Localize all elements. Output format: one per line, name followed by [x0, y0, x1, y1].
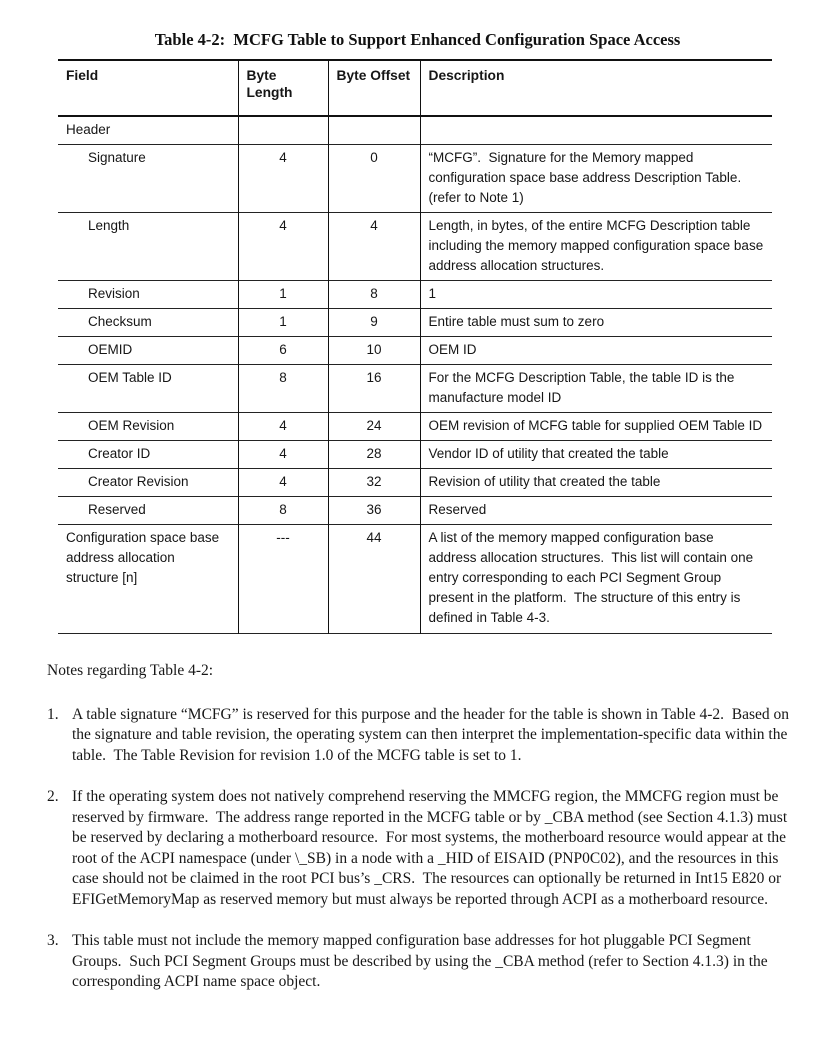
cell-description: Length, in bytes, of the entire MCFG Description table including the memory mapped configuration space base address allocation structures. [420, 213, 772, 281]
cell-byte-offset: 10 [328, 337, 420, 365]
table-row-oem-revision [58, 413, 772, 441]
note-number: 2. [47, 788, 59, 805]
cell-byte-offset [328, 116, 420, 145]
note-item-3 [47, 931, 797, 993]
table-row-creator-id [58, 441, 772, 469]
col-header-byte-length: Byte Length [238, 60, 328, 116]
cell-description: OEM revision of MCFG table for supplied OEM Table ID [420, 413, 772, 441]
note-number: 1. [47, 705, 59, 723]
cell-byte-length: 6 [238, 337, 328, 365]
table-caption: Table 4-2: MCFG Table to Support Enhanced Configuration Space Access [154, 30, 681, 49]
cell-field: Checksum [88, 314, 152, 329]
col-header-byte-offset: Byte Offset [328, 60, 420, 116]
cell-byte-length: 4 [238, 469, 328, 497]
cell-description: A list of the memory mapped configuration base address allocation structures. This list will contain one entry corresponding to each PCI Segment Group present in the platform. The structure of this entry is defined in Table 4-3. [420, 525, 772, 634]
cell-field: Creator ID [88, 446, 151, 461]
note-text: A table signature “MCFG” is reserved for this purpose and the header for the table is shown in Table 4-2. Based on the signature and table revision, the operating system can then interpret the implementation-specific data within the table. The Table Revision for revision 1.0 of the MCFG table is set to 1. [72, 705, 793, 764]
table-row-revision [58, 281, 772, 309]
cell-field: Reserved [88, 502, 146, 517]
cell-field: Revision [88, 286, 140, 301]
cell-byte-length: --- [238, 525, 328, 634]
cell-byte-offset: 36 [328, 497, 420, 525]
note-item-1 [47, 705, 797, 767]
table-row-reserved [58, 497, 772, 525]
note-text: If the operating system does not natively comprehend reserving the MMCFG region, the MMCFG region must be reserved by firmware. The address range reported in the MCFG table or by _CBA method (see Section 4.1.3) must be reserved by declaring a motherboard resource. For most systems, the motherboard resource would appear at the root of the ACPI namespace (under \_SB) in a node with a _HID of EISAID (PNP0C02), and the resources in this case should not be claimed in the root PCI bus’s _CRS. The resources can optionally be returned in Int15 E820 or EFIGetMemoryMap as reserved memory but must always be reported through ACPI as a motherboard resource. [72, 788, 792, 908]
cell-byte-length: 4 [238, 213, 328, 281]
table-head [58, 60, 772, 116]
note-item-2 [47, 787, 797, 910]
cell-byte-length: 1 [238, 281, 328, 309]
cell-field: Header [66, 122, 111, 137]
cell-description: For the MCFG Description Table, the table ID is the manufacture model ID [420, 365, 772, 413]
table-body [58, 116, 772, 634]
table-row-config-structure [58, 525, 772, 634]
cell-byte-offset: 8 [328, 281, 420, 309]
cell-field: OEM Revision [88, 418, 175, 433]
cell-field: Signature [88, 150, 146, 165]
table-row-signature [58, 145, 772, 213]
cell-byte-length: 8 [238, 497, 328, 525]
cell-byte-offset: 0 [328, 145, 420, 213]
cell-field: Configuration space base address allocation structure [n] [66, 530, 223, 585]
cell-description: Revision of utility that created the table [420, 469, 772, 497]
col-header-description: Description [420, 60, 772, 116]
cell-description: “MCFG”. Signature for the Memory mapped configuration space base address Description Table. (refer to Note 1) [420, 145, 772, 213]
note-text: This table must not include the memory mapped configuration base addresses for hot pluggable PCI Segment Groups. Such PCI Segment Groups must be described by using the _CBA method (refer to Section 4.1.3) in the corresponding ACPI name space object. [72, 932, 772, 990]
cell-description: Vendor ID of utility that created the table [420, 441, 772, 469]
table-row-oemid [58, 337, 772, 365]
cell-byte-offset: 28 [328, 441, 420, 469]
cell-description: Entire table must sum to zero [420, 309, 772, 337]
notes-heading: Notes regarding Table 4-2: [47, 662, 214, 679]
cell-byte-length: 4 [238, 413, 328, 441]
cell-byte-length [238, 116, 328, 145]
cell-byte-offset: 32 [328, 469, 420, 497]
header-row [58, 60, 772, 116]
notes-section [47, 661, 797, 993]
cell-field: Creator Revision [88, 474, 189, 489]
cell-byte-offset: 9 [328, 309, 420, 337]
cell-description: 1 [420, 281, 772, 309]
cell-byte-length: 1 [238, 309, 328, 337]
cell-byte-length: 8 [238, 365, 328, 413]
mcfg-table [58, 59, 772, 634]
cell-field: Length [88, 218, 130, 233]
table-row-checksum [58, 309, 772, 337]
cell-byte-length: 4 [238, 441, 328, 469]
cell-description [420, 116, 772, 145]
table-row-header [58, 116, 772, 145]
cell-byte-length: 4 [238, 145, 328, 213]
cell-field: OEMID [88, 342, 133, 357]
cell-byte-offset: 24 [328, 413, 420, 441]
cell-byte-offset: 16 [328, 365, 420, 413]
cell-field: OEM Table ID [88, 370, 172, 385]
cell-description: OEM ID [420, 337, 772, 365]
table-row-creator-revision [58, 469, 772, 497]
cell-byte-offset: 4 [328, 213, 420, 281]
cell-description: Reserved [420, 497, 772, 525]
table-row-oem-table-id [58, 365, 772, 413]
col-header-field: Field [66, 68, 99, 83]
table-row-length [58, 213, 772, 281]
note-number: 3. [47, 932, 59, 949]
cell-byte-offset: 44 [328, 525, 420, 634]
